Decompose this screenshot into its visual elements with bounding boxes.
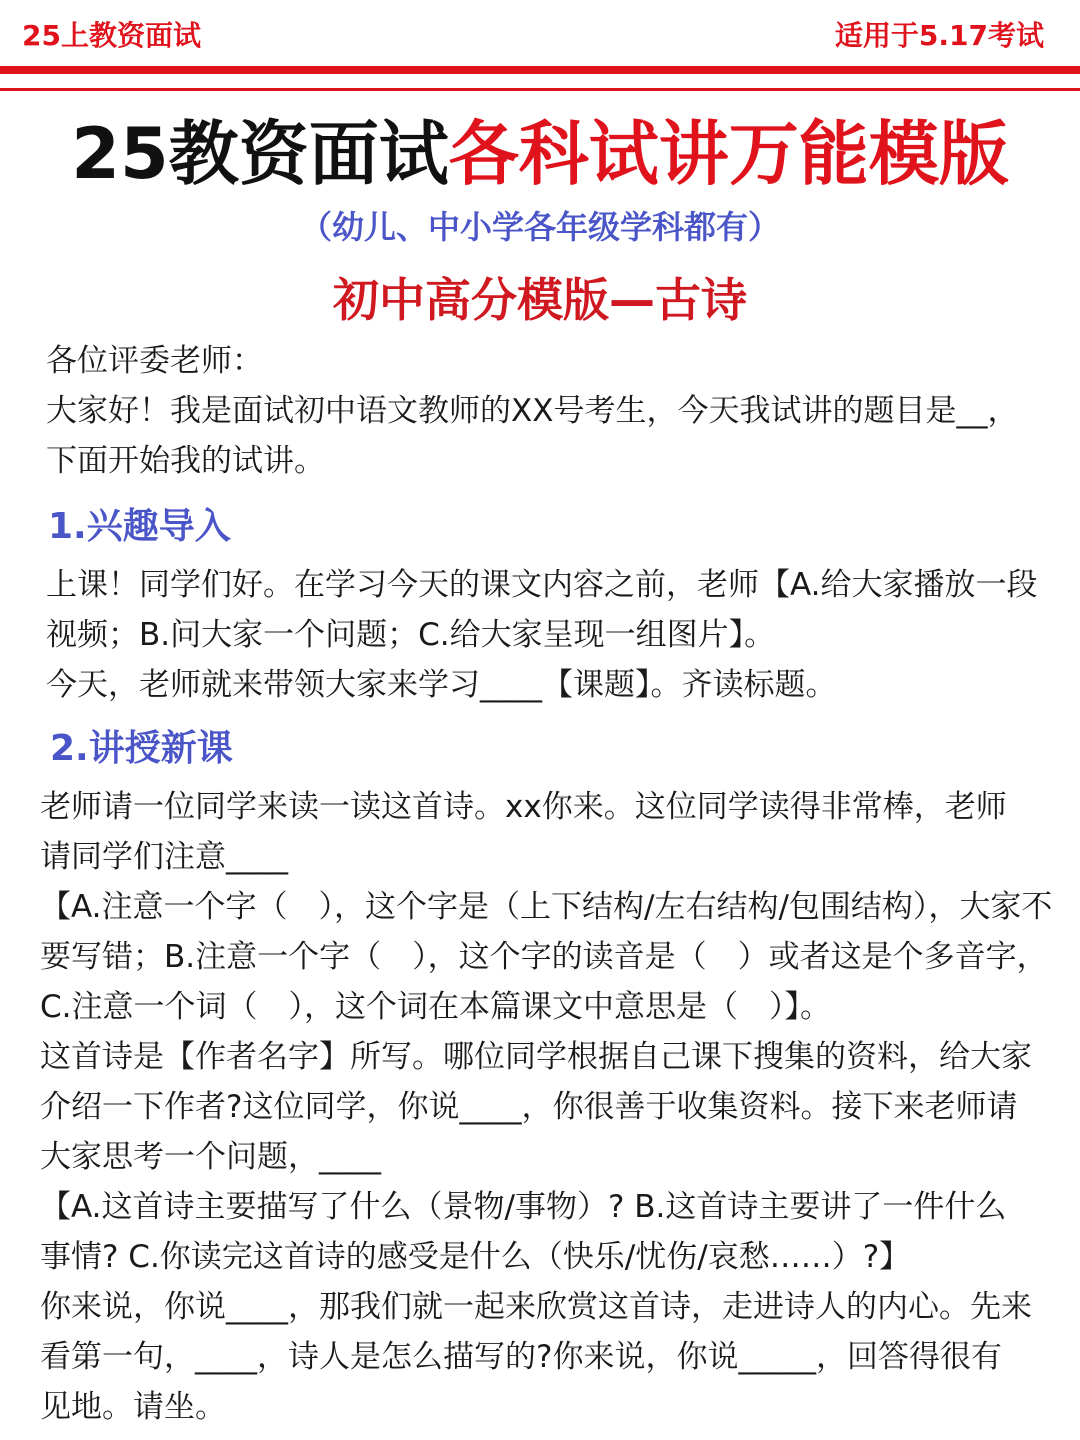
- intro-line: 大家好！我是面试初中语文教师的XX号考生，今天我试讲的题目是__，: [46, 393, 1019, 429]
- part1-line: 视频；B.问大家一个问题；C.给大家呈现一组图片】。: [46, 617, 776, 653]
- part2-line: 介绍一下作者?这位同学，你说____，你很善于收集资料。接下来老师请: [40, 1089, 1018, 1125]
- intro-paragraph: [46, 336, 1046, 486]
- header-right-label: 适用于5.17考试: [834, 19, 1044, 52]
- part2-line: 老师请一位同学来读一读这首诗。xx你来。这位同学读得非常棒，老师: [40, 789, 1007, 825]
- part1-heading: 1.兴趣导入: [48, 506, 231, 547]
- part2-line: 请同学们注意____: [40, 839, 288, 875]
- part2-line: 【A.这首诗主要描写了什么（景物/事物）? B.这首诗主要讲了一件什么: [40, 1189, 1007, 1225]
- part2-line: 事情? C.你读完这首诗的感受是什么（快乐/忧伤/哀愁……）?】: [40, 1239, 911, 1275]
- part2-heading: 2.讲授新课: [50, 728, 233, 769]
- part2-line: 你来说，你说____，那我们就一起来欣赏这首诗，走进诗人的内心。先来: [40, 1289, 1032, 1325]
- page-subtitle: （幼儿、中小学各年级学科都有）: [299, 208, 780, 246]
- intro-line: 各位评委老师：: [46, 343, 263, 379]
- top-header: [0, 0, 1080, 66]
- part2-paragraph: [40, 782, 1053, 1432]
- header-left-label: 25上教资面试: [22, 19, 201, 52]
- page-title-black: 25教资面试: [71, 113, 449, 195]
- header-divider-thin: [0, 88, 1080, 91]
- page-title-red: 各科试讲万能模版: [448, 113, 1009, 195]
- part1-line: 上课！同学们好。在学习今天的课文内容之前，老师【A.给大家播放一段: [46, 567, 1038, 603]
- section-title: 初中高分模版—古诗: [333, 273, 747, 327]
- intro-line: 下面开始我的试讲。: [46, 443, 325, 479]
- part2-line: 大家思考一个问题，____: [40, 1139, 381, 1175]
- part2-line: 看第一句，____，诗人是怎么描写的?你来说，你说_____，回答得很有: [40, 1339, 1002, 1375]
- part2-line: C.注意一个词（ ），这个词在本篇课文中意思是（ ）】。: [40, 989, 831, 1025]
- part2-line: 【A.注意一个字（ ），这个字是（上下结构/左右结构/包围结构），大家不: [40, 889, 1053, 925]
- part2-line: 见地。请坐。: [40, 1389, 226, 1425]
- page-title: [0, 106, 1080, 202]
- header-divider-thick: [0, 66, 1080, 74]
- part1-line: 今天，老师就来带领大家来学习____【课题】。齐读标题。: [46, 667, 837, 703]
- part2-line: 这首诗是【作者名字】所写。哪位同学根据自己课下搜集的资料，给大家: [40, 1039, 1032, 1075]
- part1-paragraph: [46, 560, 1046, 710]
- part2-line: 要写错；B.注意一个字（ ），这个字的读音是（ ）或者这是个多音字，: [40, 939, 1048, 975]
